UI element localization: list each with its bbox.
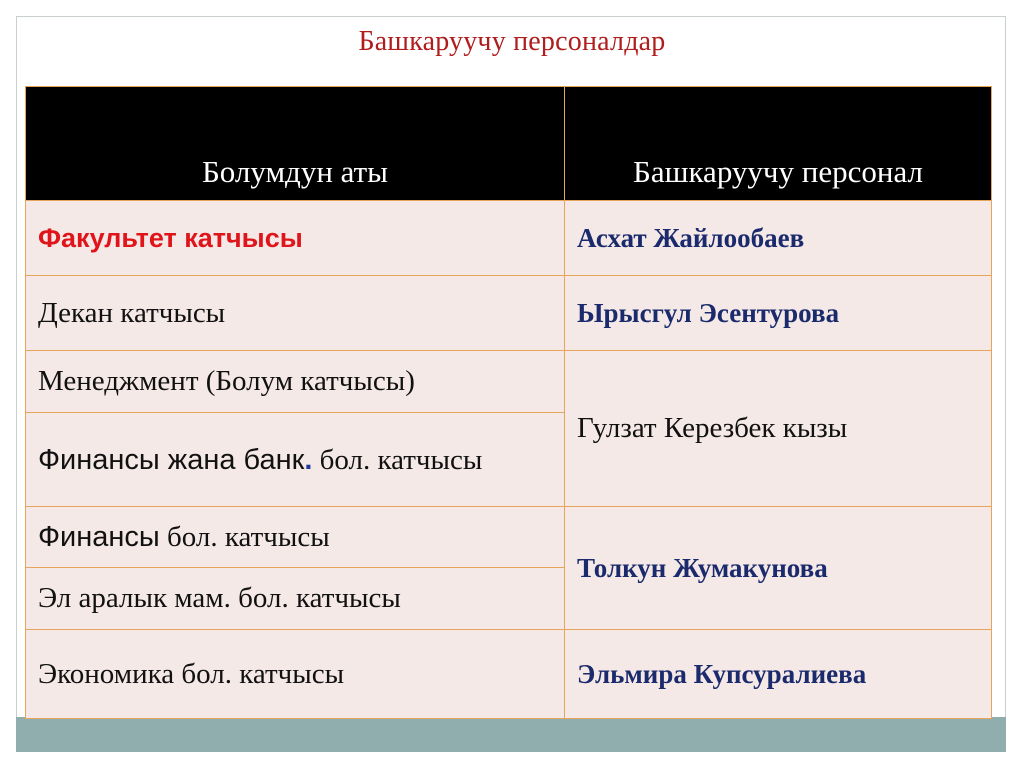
staff-cell <box>565 351 992 507</box>
department-cell <box>26 507 565 568</box>
department-name-part: Финансы <box>38 520 160 553</box>
slide-title: Башкаруучу персоналдар <box>358 26 666 57</box>
department-dot: . <box>304 443 313 476</box>
staff-table <box>25 86 992 719</box>
header-staff: Башкаруучу персонал <box>565 87 992 201</box>
staff-name: Гулзат Керезбек кызы <box>577 412 848 444</box>
table-header-row <box>26 87 992 201</box>
bottom-band <box>16 717 1006 752</box>
department-name-part: Финансы жана банк <box>38 443 305 476</box>
staff-name: Асхат Жайлообаев <box>577 222 805 253</box>
department-name: Факультет катчысы <box>38 222 303 253</box>
department-cell <box>26 201 565 276</box>
staff-name: Ырысгул Эсентурова <box>577 297 840 328</box>
department-name-part: бол. катчысы <box>159 520 330 553</box>
staff-cell <box>565 276 992 351</box>
staff-cell <box>565 201 992 276</box>
department-cell <box>26 351 565 413</box>
table-row <box>26 507 992 568</box>
department-cell <box>26 276 565 351</box>
staff-name: Толкун Жумакунова <box>577 552 828 583</box>
header-department: Болумдун аты <box>26 87 565 201</box>
department-name: Эл аралык мам. бол. катчысы <box>38 582 401 614</box>
department-cell <box>26 568 565 630</box>
staff-name: Эльмира Купсуралиева <box>577 658 867 689</box>
table-row <box>26 630 992 719</box>
department-name: Менеджмент (Болум катчысы) <box>38 365 415 397</box>
table-row <box>26 276 992 351</box>
department-cell <box>26 630 565 719</box>
department-cell <box>26 413 565 507</box>
table-row <box>26 201 992 276</box>
staff-cell <box>565 507 992 630</box>
table-row <box>26 351 992 413</box>
staff-cell <box>565 630 992 719</box>
department-name: Экономика бол. катчысы <box>38 657 345 690</box>
department-name: Декан катчысы <box>38 296 226 329</box>
department-name-part: бол. катчысы <box>312 443 483 476</box>
